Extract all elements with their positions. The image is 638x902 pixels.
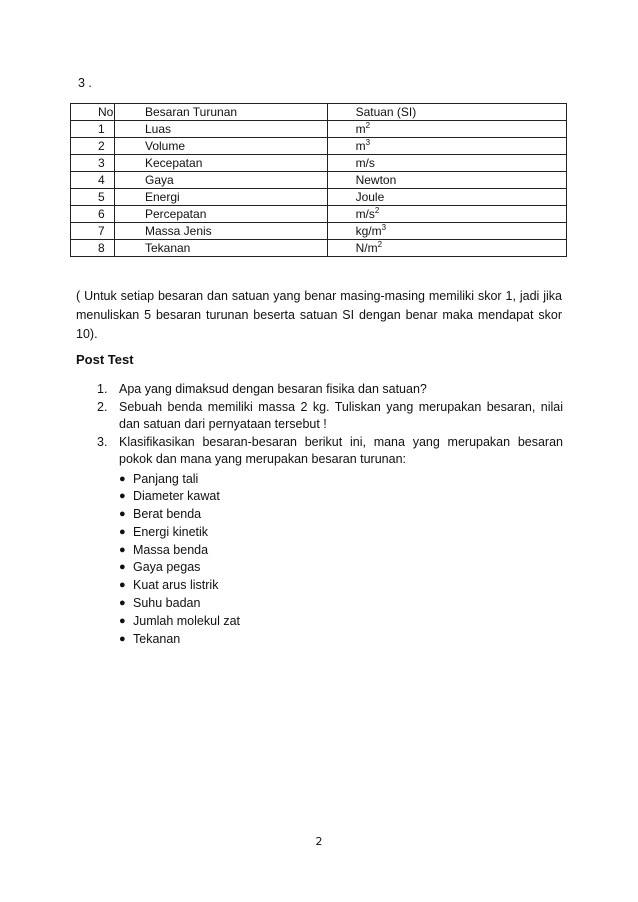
bullet-icon: ● (119, 614, 126, 627)
table-row (71, 189, 567, 206)
post-test-questions (97, 381, 563, 648)
row-name: Volume (114, 138, 327, 155)
row-no: 4 (71, 172, 115, 189)
header-unit: Satuan (SI) (327, 104, 566, 121)
unit-base: Joule (355, 190, 385, 204)
row-unit (327, 223, 566, 240)
list-item (119, 577, 563, 595)
bullet-icon: ● (119, 579, 126, 592)
list-item-text: Panjang tali (133, 471, 199, 486)
unit-base: m/s (355, 156, 375, 170)
unit-base: Newton (355, 173, 397, 187)
list-item (119, 559, 563, 577)
list-item (119, 471, 563, 489)
row-name: Massa Jenis (114, 223, 327, 240)
unit-exponent: 2 (365, 121, 371, 130)
list-item-text: Kuat arus listrik (133, 578, 219, 593)
row-unit (327, 240, 566, 257)
unit-base: m (355, 122, 366, 136)
list-item (119, 488, 563, 506)
header-no: No (71, 104, 115, 121)
row-no: 2 (71, 138, 115, 155)
bullet-icon: ● (119, 597, 126, 610)
bullet-icon: ● (119, 508, 126, 521)
question-text: Apa yang dimaksud dengan besaran fisika dan satuan? (119, 382, 427, 396)
row-no: 6 (71, 206, 115, 223)
list-item (119, 524, 563, 542)
bullet-icon: ● (119, 543, 126, 556)
row-unit (327, 172, 566, 189)
row-name: Gaya (114, 172, 327, 189)
row-no: 8 (71, 240, 115, 257)
row-name: Luas (114, 121, 327, 138)
question-item (97, 399, 563, 434)
table-header-row (71, 104, 567, 121)
page-number: 2 (315, 835, 323, 848)
unit-base: m (355, 139, 366, 153)
list-item-text: Tekanan (133, 631, 181, 646)
row-name: Tekanan (114, 240, 327, 257)
bullet-icon: ● (119, 525, 126, 538)
row-unit (327, 138, 566, 155)
list-item (119, 542, 563, 560)
question-item (97, 434, 563, 649)
post-test-title: Post Test (76, 352, 134, 367)
question-number: 2. (97, 399, 108, 414)
list-item-text: Berat benda (133, 507, 202, 522)
question-item (97, 381, 563, 399)
list-item (119, 613, 563, 631)
bullet-icon: ● (119, 632, 126, 645)
unit-base: m/s (355, 207, 375, 221)
question-body (119, 434, 563, 649)
scoring-note: ( Untuk setiap besaran dan satuan yang benar masing-masing memiliki skor 1, jadi jika menuliskan 5 besaran turunan beserta satuan SI dengan benar maka mendapat skor 10). (76, 289, 562, 341)
list-item (119, 631, 563, 649)
bullet-icon: ● (119, 490, 126, 503)
row-name: Energi (114, 189, 327, 206)
row-no: 5 (71, 189, 115, 206)
bullet-icon: ● (119, 472, 126, 485)
unit-base: kg/m (355, 224, 382, 238)
section-number: 3 . (78, 76, 92, 90)
table-row (71, 138, 567, 155)
row-no: 7 (71, 223, 115, 240)
unit-exponent: 2 (374, 206, 380, 215)
table-row (71, 240, 567, 257)
question-number: 3. (97, 434, 108, 449)
unit-exponent: 3 (381, 223, 387, 232)
unit-exponent: 2 (377, 240, 383, 249)
list-item-text: Gaya pegas (133, 560, 201, 575)
table-row (71, 172, 567, 189)
row-unit (327, 155, 566, 172)
row-unit (327, 206, 566, 223)
list-item-text: Diameter kawat (133, 489, 220, 504)
list-item-text: Suhu badan (133, 596, 201, 611)
question-text: Sebuah benda memiliki massa 2 kg. Tuliskan yang merupakan besaran, nilai dan satuan dari pernyataan tersebut ! (119, 399, 563, 431)
header-name: Besaran Turunan (114, 104, 327, 121)
unit-base: N/m (355, 241, 378, 255)
table-row (71, 121, 567, 138)
quantity-list (119, 471, 563, 649)
table-row (71, 155, 567, 172)
list-item (119, 595, 563, 613)
table-row (71, 206, 567, 223)
question-text: Klasifikasikan besaran-besaran berikut ini, mana yang merupakan besaran pokok dan mana yang merupakan besaran turunan: (119, 434, 563, 466)
bullet-icon: ● (119, 561, 126, 574)
question-number: 1. (97, 382, 108, 396)
row-name: Percepatan (114, 206, 327, 223)
list-item-text: Jumlah molekul zat (133, 613, 240, 628)
row-no: 1 (71, 121, 115, 138)
table-row (71, 223, 567, 240)
list-item (119, 506, 563, 524)
list-item-text: Energi kinetik (133, 524, 209, 539)
list-item-text: Massa benda (133, 542, 209, 557)
row-name: Kecepatan (114, 155, 327, 172)
row-unit (327, 189, 566, 206)
row-unit (327, 121, 566, 138)
derived-quantities-table (70, 103, 567, 257)
row-no: 3 (71, 155, 115, 172)
unit-exponent: 3 (365, 138, 371, 147)
